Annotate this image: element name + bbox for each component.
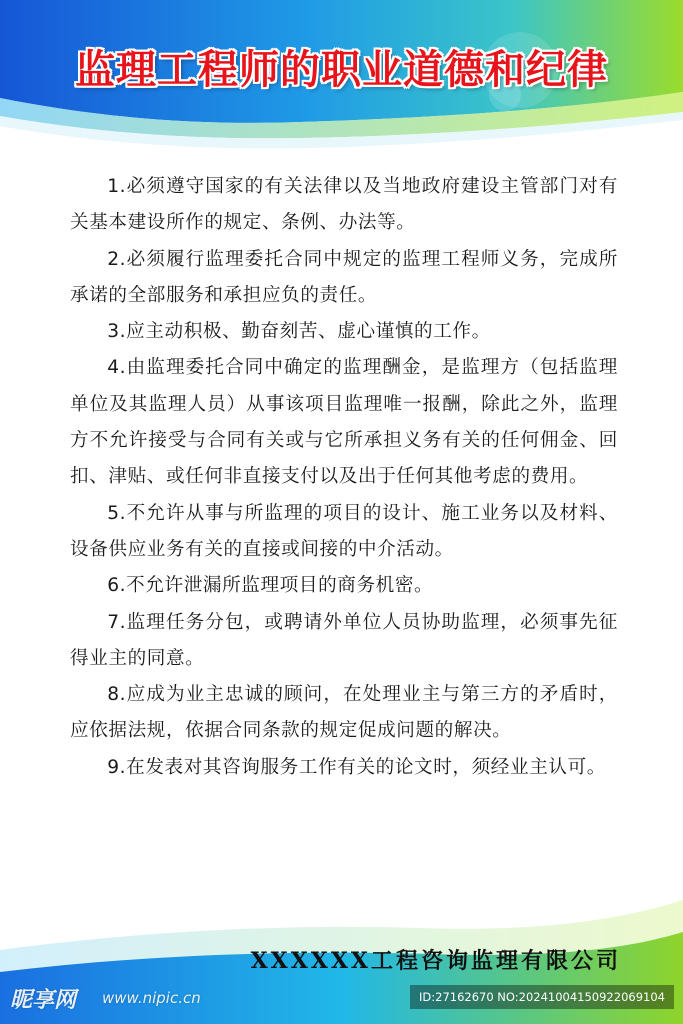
page-title: 监理工程师的职业道德和纪律 <box>75 47 608 93</box>
article-1: 1.必须遵守国家的有关法律以及当地政府建设主管部门对有关基本建设所作的规定、条例、办法等。 <box>70 176 618 234</box>
article-9: 9.在发表对其咨询服务工作有关的论文时，须经业主认可。 <box>107 756 606 778</box>
article-4: 4.由监理委托合同中确定的监理酬金，是监理方（包括监理单位及其监理人员）从事该项目监理唯一报酬，除此之外，监理方不允许接受与合同有关或与它所承担义务有关的任何佣金、回扣、津贴、或任何非直接支付以及出于任何其他考虑的费用。 <box>70 357 618 488</box>
article-8: 8.应成为业主忠诚的顾问，在处理业主与第三方的矛盾时，应依据法规，依据合同条款的规定促成问题的解决。 <box>70 684 618 742</box>
article-6: 6.不允许泄漏所监理项目的商务机密。 <box>107 575 434 597</box>
article-7: 7.监理任务分包，或聘请外单位人员协助监理，必须事先征得业主的同意。 <box>70 611 618 669</box>
watermark-id: ID:27162670 NO:20241004150922069104 <box>410 985 674 1009</box>
watermark-url: www.nipic.cn <box>102 989 201 1007</box>
article-5: 5.不允许从事与所监理的项目的设计、施工业务以及材料、设备供应业务有关的直接或间接的中介活动。 <box>70 502 618 560</box>
article-3: 3.应主动积极、勤奋刻苦、虚心谨慎的工作。 <box>107 321 491 343</box>
articles-list <box>70 169 618 786</box>
company-name: XXXXXX工程咨询监理有限公司 <box>250 948 621 974</box>
watermark-logo: 昵享网 <box>10 988 77 1013</box>
article-2: 2.必须履行监理委托合同中规定的监理工程师义务，完成所承诺的全部服务和承担应负的责任。 <box>70 248 618 306</box>
